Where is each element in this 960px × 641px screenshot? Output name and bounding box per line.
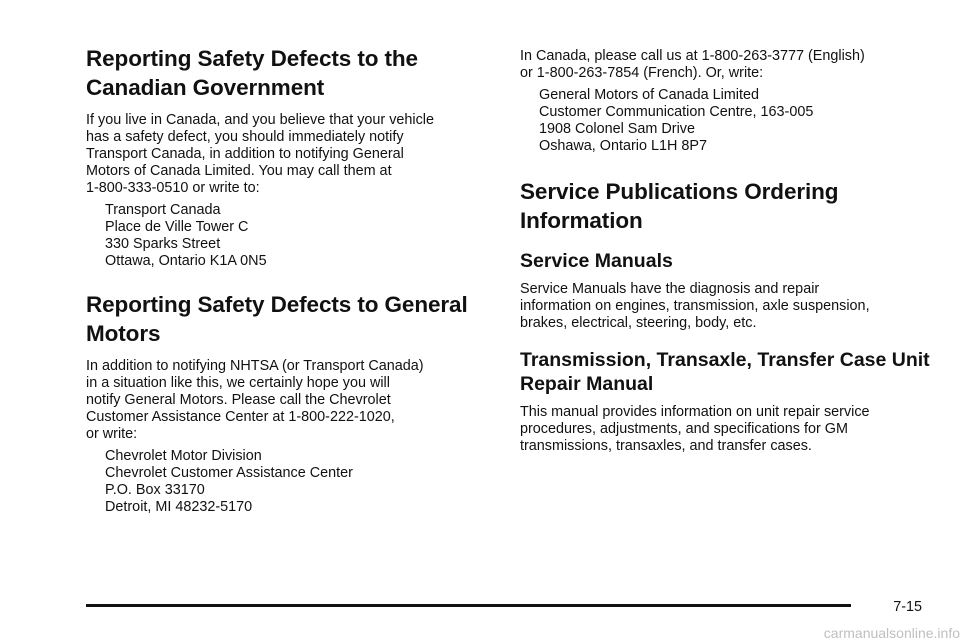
right-column	[520, 48, 935, 455]
body-service-manuals: Service Manuals have the diagnosis and repair information on engines, transmission, axle suspension, brakes, electrical, steering, body, etc.	[520, 281, 870, 331]
address-chevrolet: Chevrolet Motor Division Chevrolet Customer Assistance Center P.O. Box 33170 Detroit, MI 48232-5170	[105, 448, 353, 515]
section-body-canadian-government: If you live in Canada, and you believe that your vehicle has a safety defect, you should immediately notify Transport Canada, in addition to notifying General Motors of Canada Limited. You may call them at 1-800-333-0510 or write to:	[86, 112, 434, 196]
left-column	[86, 44, 491, 516]
canada-contact-intro: In Canada, please call us at 1-800-263-3777 (English) or 1-800-263-7854 (French). Or, write:	[520, 48, 865, 81]
body-unit-repair-manual: This manual provides information on unit repair service procedures, adjustments, and specifications for GM transmissions, transaxles, and transfer cases.	[520, 404, 870, 454]
section-heading-general-motors: Reporting Safety Defects to General Motors	[86, 292, 468, 346]
subheading-unit-repair-manual: Transmission, Transaxle, Transfer Case Unit Repair Manual	[520, 349, 930, 395]
watermark: carmanualsonline.info	[823, 625, 960, 641]
section-heading-canadian-government: Reporting Safety Defects to the Canadian Government	[86, 46, 418, 100]
subheading-service-manuals: Service Manuals	[520, 250, 673, 272]
section-heading-service-publications: Service Publications Ordering Information	[520, 179, 839, 233]
address-gm-canada: General Motors of Canada Limited Customer Communication Centre, 163-005 1908 Colonel Sam Drive Oshawa, Ontario L1H 8P7	[539, 87, 814, 154]
address-transport-canada: Transport Canada Place de Ville Tower C 330 Sparks Street Ottawa, Ontario K1A 0N5	[105, 202, 267, 269]
page-number: 7-15	[893, 599, 922, 615]
footer-rule	[86, 604, 851, 607]
section-body-general-motors: In addition to notifying NHTSA (or Transport Canada) in a situation like this, we certainly hope you will notify General Motors. Please call the Chevrolet Customer Assistance Center at 1-800-222-1020, or write:	[86, 358, 424, 442]
